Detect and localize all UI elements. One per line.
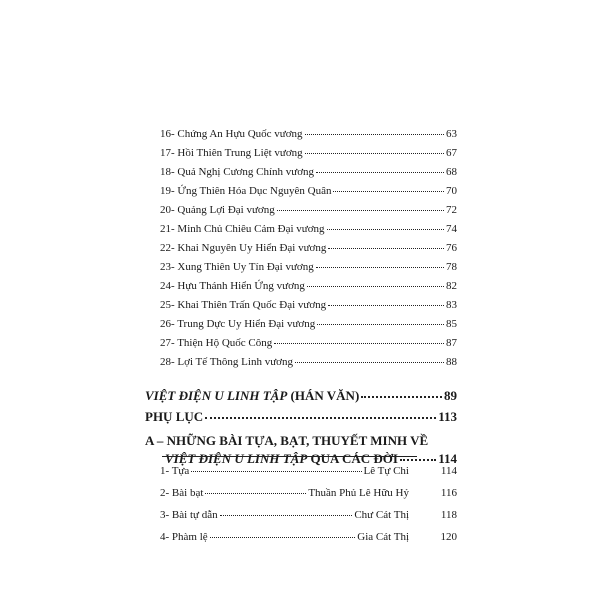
dot-leader	[316, 171, 444, 173]
dot-leader	[400, 458, 436, 461]
section-title-suffix: QUA CÁC ĐỜI	[307, 451, 398, 466]
sub-entry-title: 4- Phàm lệ	[160, 531, 208, 543]
dot-leader	[305, 133, 444, 135]
sub-entry-page: 116	[440, 487, 457, 499]
section-a-line1: A – NHỮNG BÀI TỰA, BẠT, THUYẾT MINH VỀ	[145, 433, 429, 448]
section-title-suffix: (HÁN VĂN)	[287, 388, 360, 403]
entry-page: 85	[446, 318, 457, 330]
dot-leader	[277, 209, 444, 211]
entry-title: 16- Chứng An Hựu Quốc vương	[160, 128, 303, 140]
entry-page: 78	[446, 261, 457, 273]
toc-entry	[160, 281, 457, 292]
toc-entry	[160, 319, 457, 330]
section-title-italic: VIỆT ĐIỆN U LINH TẬP	[145, 388, 288, 403]
entry-page: 67	[446, 147, 457, 159]
dot-leader	[316, 266, 444, 268]
section-a-line2	[145, 452, 457, 465]
dot-leader	[328, 304, 444, 306]
entry-title: 18- Quả Nghị Cương Chính vương	[160, 166, 315, 178]
entry-page: 82	[446, 280, 457, 292]
toc-entry	[160, 300, 457, 311]
entry-page: 74	[446, 223, 457, 235]
dot-leader	[317, 323, 444, 325]
sub-entry-author: Thuần Phủ Lê Hữu Hỷ	[308, 487, 409, 499]
section-title-italic: VIỆT ĐIỆN U LINH TẬP	[165, 451, 308, 466]
sub-entry-author: Lê Tự Chi	[363, 465, 409, 477]
section-title	[165, 452, 398, 465]
dot-leader	[307, 285, 444, 287]
dot-leader	[328, 247, 444, 249]
toc-entry	[160, 243, 457, 254]
toc-entry	[160, 205, 457, 216]
entry-title: 27- Thiện Hộ Quốc Công	[160, 337, 273, 349]
sub-entry-page: 118	[440, 509, 457, 521]
entry-page: 68	[446, 166, 457, 178]
entry-page: 63	[446, 128, 457, 140]
entry-page: 70	[446, 185, 457, 197]
dot-leader	[274, 342, 444, 344]
entry-title: 25- Khai Thiên Trấn Quốc Đại vương	[160, 299, 327, 311]
sub-entry-author: Chư Cát Thị	[354, 509, 409, 521]
entry-page: 83	[446, 299, 457, 311]
dot-leader	[205, 416, 436, 419]
sub-entry-author: Gia Cát Thị	[357, 531, 409, 543]
dot-leader	[333, 190, 444, 192]
toc-entry	[160, 129, 457, 140]
entry-title: 22- Khai Nguyên Uy Hiển Đại vương	[160, 242, 327, 254]
dot-leader	[305, 152, 444, 154]
entry-page: 76	[446, 242, 457, 254]
entry-title: 23- Xung Thiên Uy Tín Đại vương	[160, 261, 314, 273]
entry-title: 24- Hựu Thánh Hiển Ứng vương	[160, 280, 305, 292]
toc-entry	[160, 262, 457, 273]
dot-leader	[210, 536, 356, 538]
dot-leader	[361, 395, 442, 398]
sub-entry	[160, 466, 457, 477]
section-phu-luc	[145, 410, 457, 423]
sub-entry-title: 2- Bài bạt	[160, 487, 204, 499]
dot-leader	[295, 361, 444, 363]
dot-leader	[191, 470, 361, 472]
entry-title: 26- Trung Dực Uy Hiển Đại vương	[160, 318, 316, 330]
section-title: PHỤ LỤC	[145, 409, 204, 424]
entry-title: 19- Ứng Thiên Hóa Dục Nguyên Quân	[160, 185, 332, 197]
section-title	[145, 389, 359, 402]
section-page: 89	[444, 388, 457, 403]
sub-entry-title: 1- Tựa	[160, 465, 190, 477]
entry-page: 72	[446, 204, 457, 216]
entry-page: 87	[446, 337, 457, 349]
toc-entry	[160, 338, 457, 349]
section-page: 113	[438, 409, 457, 424]
sub-entry	[160, 532, 457, 543]
dot-leader	[220, 514, 353, 516]
entry-title: 17- Hồi Thiên Trung Liệt vương	[160, 147, 303, 159]
entry-title: 21- Minh Chủ Chiêu Cảm Đại vương	[160, 223, 325, 235]
section-a	[145, 434, 457, 465]
entry-title: 20- Quảng Lợi Đại vương	[160, 204, 275, 216]
toc-entry	[160, 167, 457, 178]
divider-rule	[162, 456, 417, 457]
section-page: 114	[438, 451, 457, 466]
toc-entry	[160, 186, 457, 197]
toc-entry	[160, 357, 457, 368]
sub-entry	[160, 510, 457, 521]
sub-entry-title: 3- Bài tự dẫn	[160, 509, 218, 521]
sub-entry	[160, 488, 457, 499]
toc-entry	[160, 148, 457, 159]
dot-leader	[205, 492, 306, 494]
toc-entry	[160, 224, 457, 235]
entry-title: 28- Lợi Tế Thông Linh vương	[160, 356, 293, 368]
sub-entry-page: 120	[440, 531, 457, 543]
sub-entry-page: 114	[440, 465, 457, 477]
dot-leader	[327, 228, 444, 230]
entry-page: 88	[446, 356, 457, 368]
section-han-van	[145, 389, 457, 402]
